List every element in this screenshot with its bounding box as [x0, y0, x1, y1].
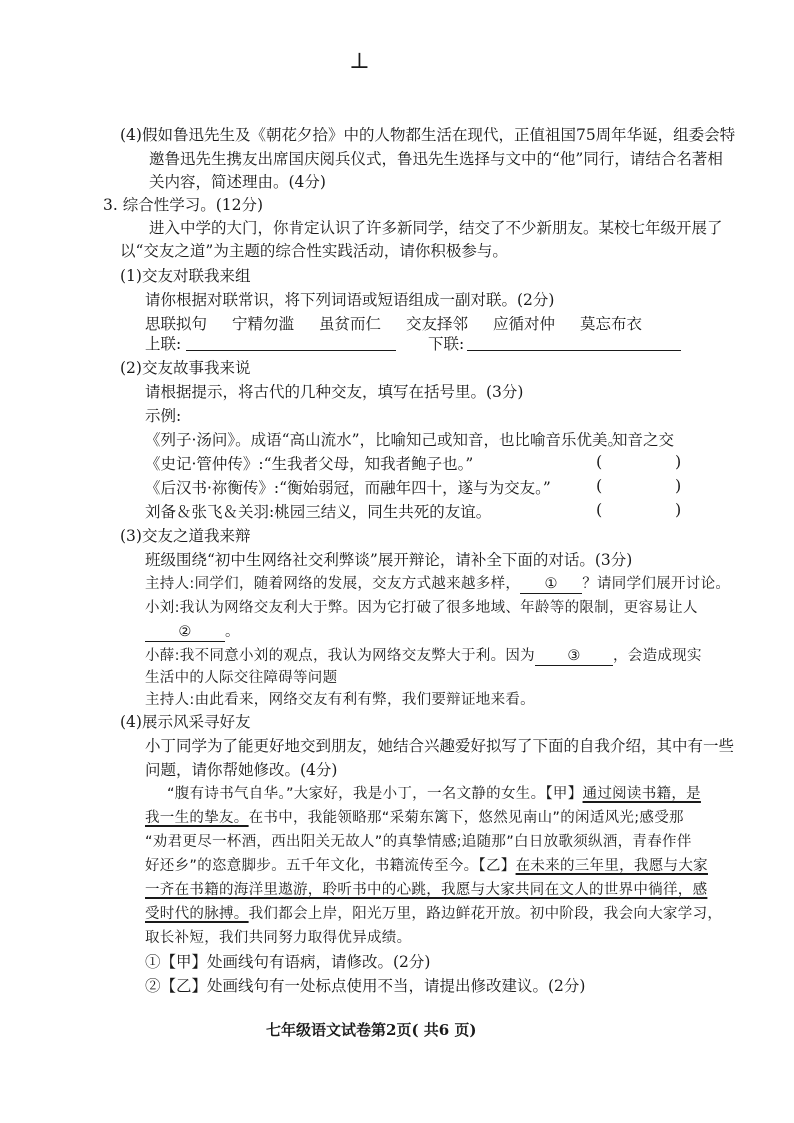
part4-subquestion-a: ①【甲】处画线句有语病，请修改。(2分) — [145, 953, 431, 971]
part1-prompt: 请你根据对联常识，将下列词语或短语组成一副对联。(2分) — [145, 291, 555, 309]
intro-para-line4 — [145, 855, 708, 877]
part3-heading: (3)交友之道我来辩 — [120, 527, 251, 545]
answer-paren-close: ) — [675, 500, 682, 519]
couplet-word: 莫忘布衣 — [580, 315, 643, 333]
couplet-word: 宁精勿滥 — [232, 315, 295, 333]
couplet-word: 虽贫而仁 — [319, 315, 382, 333]
page-footer: 七年级语文试卷第2页( 共6 页) — [266, 1021, 477, 1039]
example-text: 《列子·汤问》。成语“高山流水”，比喻知己或知音，也比喻音乐优美。 — [145, 431, 624, 449]
xiaoliu-line-2 — [145, 621, 240, 643]
underlined-sentence-jia-end: 我一生的挚友。 — [145, 810, 249, 826]
intro-text: 我们都会上岸，阳光万里，路边鲜花开放。初中阶段，我会向大家学习， — [248, 906, 723, 922]
host-line-1-end: ？请同学们展开讨论。 — [582, 576, 731, 592]
answer-paren-open: ( — [596, 500, 603, 519]
part4-prompt-line1: 小丁同学为了能更好地交到朋友，她结合兴趣爱好拟写了下面的自我介绍，其中有一些 — [145, 737, 735, 755]
lower-couplet-answer-line[interactable] — [467, 350, 681, 351]
intro-para-line1 — [167, 783, 701, 805]
upper-couplet-answer-line[interactable] — [186, 350, 396, 351]
example-answer: 知音之交 — [612, 431, 675, 449]
intro-para-line5 — [145, 879, 707, 901]
friendship-item: 《史记·管仲传》:“生我者父母，知我者鲍子也。” — [145, 455, 474, 473]
friendship-item: 刘备＆张飞＆关羽:桃园三结义，同生共死的友谊。 — [145, 503, 492, 521]
answer-paren-open: ( — [596, 476, 603, 495]
underlined-sentence-yi-end: 受时代的脉搏。 — [145, 906, 249, 922]
part3-prompt: 班级围绕“初中生网络社交利弊谈”展开辩论，请补全下面的对话。(3分) — [145, 551, 633, 569]
example-label: 示例: — [145, 407, 182, 425]
host-line-1-text: 主持人:同学们，随着网络的发展，交友方式越来越多样， — [145, 576, 521, 592]
question-3-title: 3. 综合性学习。(12分) — [103, 196, 264, 214]
underlined-sentence-yi: 在未来的三年里，我愿与大家 — [515, 858, 708, 874]
prev-question-4-line3: 关内容，简述理由。(4分) — [149, 173, 326, 191]
question-3-intro-line1: 进入中学的大门，你肯定认识了许多新同学，结交了不少新朋友。某校七年级开展了 — [149, 219, 723, 237]
answer-paren-open: ( — [596, 452, 603, 471]
xiaoxue-line-2: 生活中的人际交往障碍等问题 — [145, 670, 338, 686]
intro-text: 在书中，我能领略那“采菊东篱下，悠然见南山”的闲适风光;感受那 — [248, 810, 684, 826]
xiaoxue-line-1-text: 小薛:我不同意小刘的观点，我认为网络交友弊大于利。因为 — [145, 648, 535, 664]
part2-prompt: 请根据提示，将古代的几种交友，填写在括号里。(3分) — [145, 383, 524, 401]
couplet-word: 应循对仲 — [493, 315, 556, 333]
binding-mark: ⊥ — [349, 49, 370, 74]
intro-para-line6 — [145, 903, 722, 925]
xiaoliu-line-1: 小刘:我认为网络交友利大于弊。因为它打破了很多地域、年龄等的限制，更容易让人 — [145, 600, 698, 616]
intro-para-line3: “劝君更尽一杯酒，西出阳关无故人”的真挚情感;追随那”白日放歌须纵酒，青春作伴 — [145, 834, 692, 850]
host-line-2: 主持人:由此看来，网络交友有利有弊，我们要辩证地来看。 — [145, 692, 535, 708]
xiaoxue-line-1 — [145, 645, 702, 667]
intro-text: 好还乡”的恣意脚步。五千年文化，书籍流传至今。【乙】 — [145, 858, 516, 874]
part1-heading: (1)交友对联我来组 — [120, 267, 251, 285]
couplet-word: 交友择邻 — [406, 315, 469, 333]
lower-couplet-label: 下联: — [428, 335, 465, 353]
underlined-sentence-jia: 通过阅读书籍，是 — [582, 786, 701, 802]
xiaoliu-line-2-end: 。 — [225, 624, 240, 640]
intro-para-line2 — [145, 807, 684, 829]
xiaoxue-line-1-end: ，会造成现实 — [612, 648, 702, 664]
answer-paren-close: ) — [675, 452, 682, 471]
blank-2[interactable]: ② — [145, 623, 225, 642]
prev-question-4-line2: 邀鲁迅先生携友出席国庆阅兵仪式，鲁迅先生选择与文中的“他”同行，请结合名著相 — [149, 150, 723, 168]
question-3-intro-line2: 以“交友之道”为主题的综合性实践活动，请你积极参与。 — [120, 242, 508, 260]
prev-question-4-line1: (4)假如鲁迅先生及《朝花夕拾》中的人物都生活在现代，正值祖国75周年华诞，组委会特 — [120, 126, 736, 144]
intro-para-line7: 取长补短，我们共同努力取得优异成绩。 — [145, 930, 412, 946]
blank-3[interactable]: ③ — [535, 647, 613, 666]
part4-subquestion-b: ②【乙】处画线句有一处标点使用不当，请提出修改建议。(2分) — [145, 977, 586, 995]
part4-heading: (4)展示风采寻好友 — [120, 713, 251, 731]
upper-couplet-label: 上联: — [145, 335, 182, 353]
part2-heading: (2)交友故事我来说 — [120, 359, 251, 377]
part4-prompt-line2: 问题，请你帮她修改。(4分) — [145, 761, 338, 779]
couplet-word: 思联拟句 — [145, 315, 208, 333]
intro-text: “腹有诗书气自华。”大家好，我是小丁，一名文静的女生。【甲】 — [167, 786, 583, 802]
answer-paren-close: ) — [675, 476, 682, 495]
underlined-sentence-yi-cont: 一齐在书籍的海洋里遨游，聆听书中的心跳，我愿与大家共同在文人的世界中徜徉，感 — [145, 882, 708, 898]
blank-1[interactable]: ① — [520, 575, 582, 594]
friendship-item: 《后汉书·祢衡传》:“衡始弱冠，而融年四十，遂与为交友。” — [145, 479, 551, 497]
host-line-1 — [145, 573, 730, 595]
